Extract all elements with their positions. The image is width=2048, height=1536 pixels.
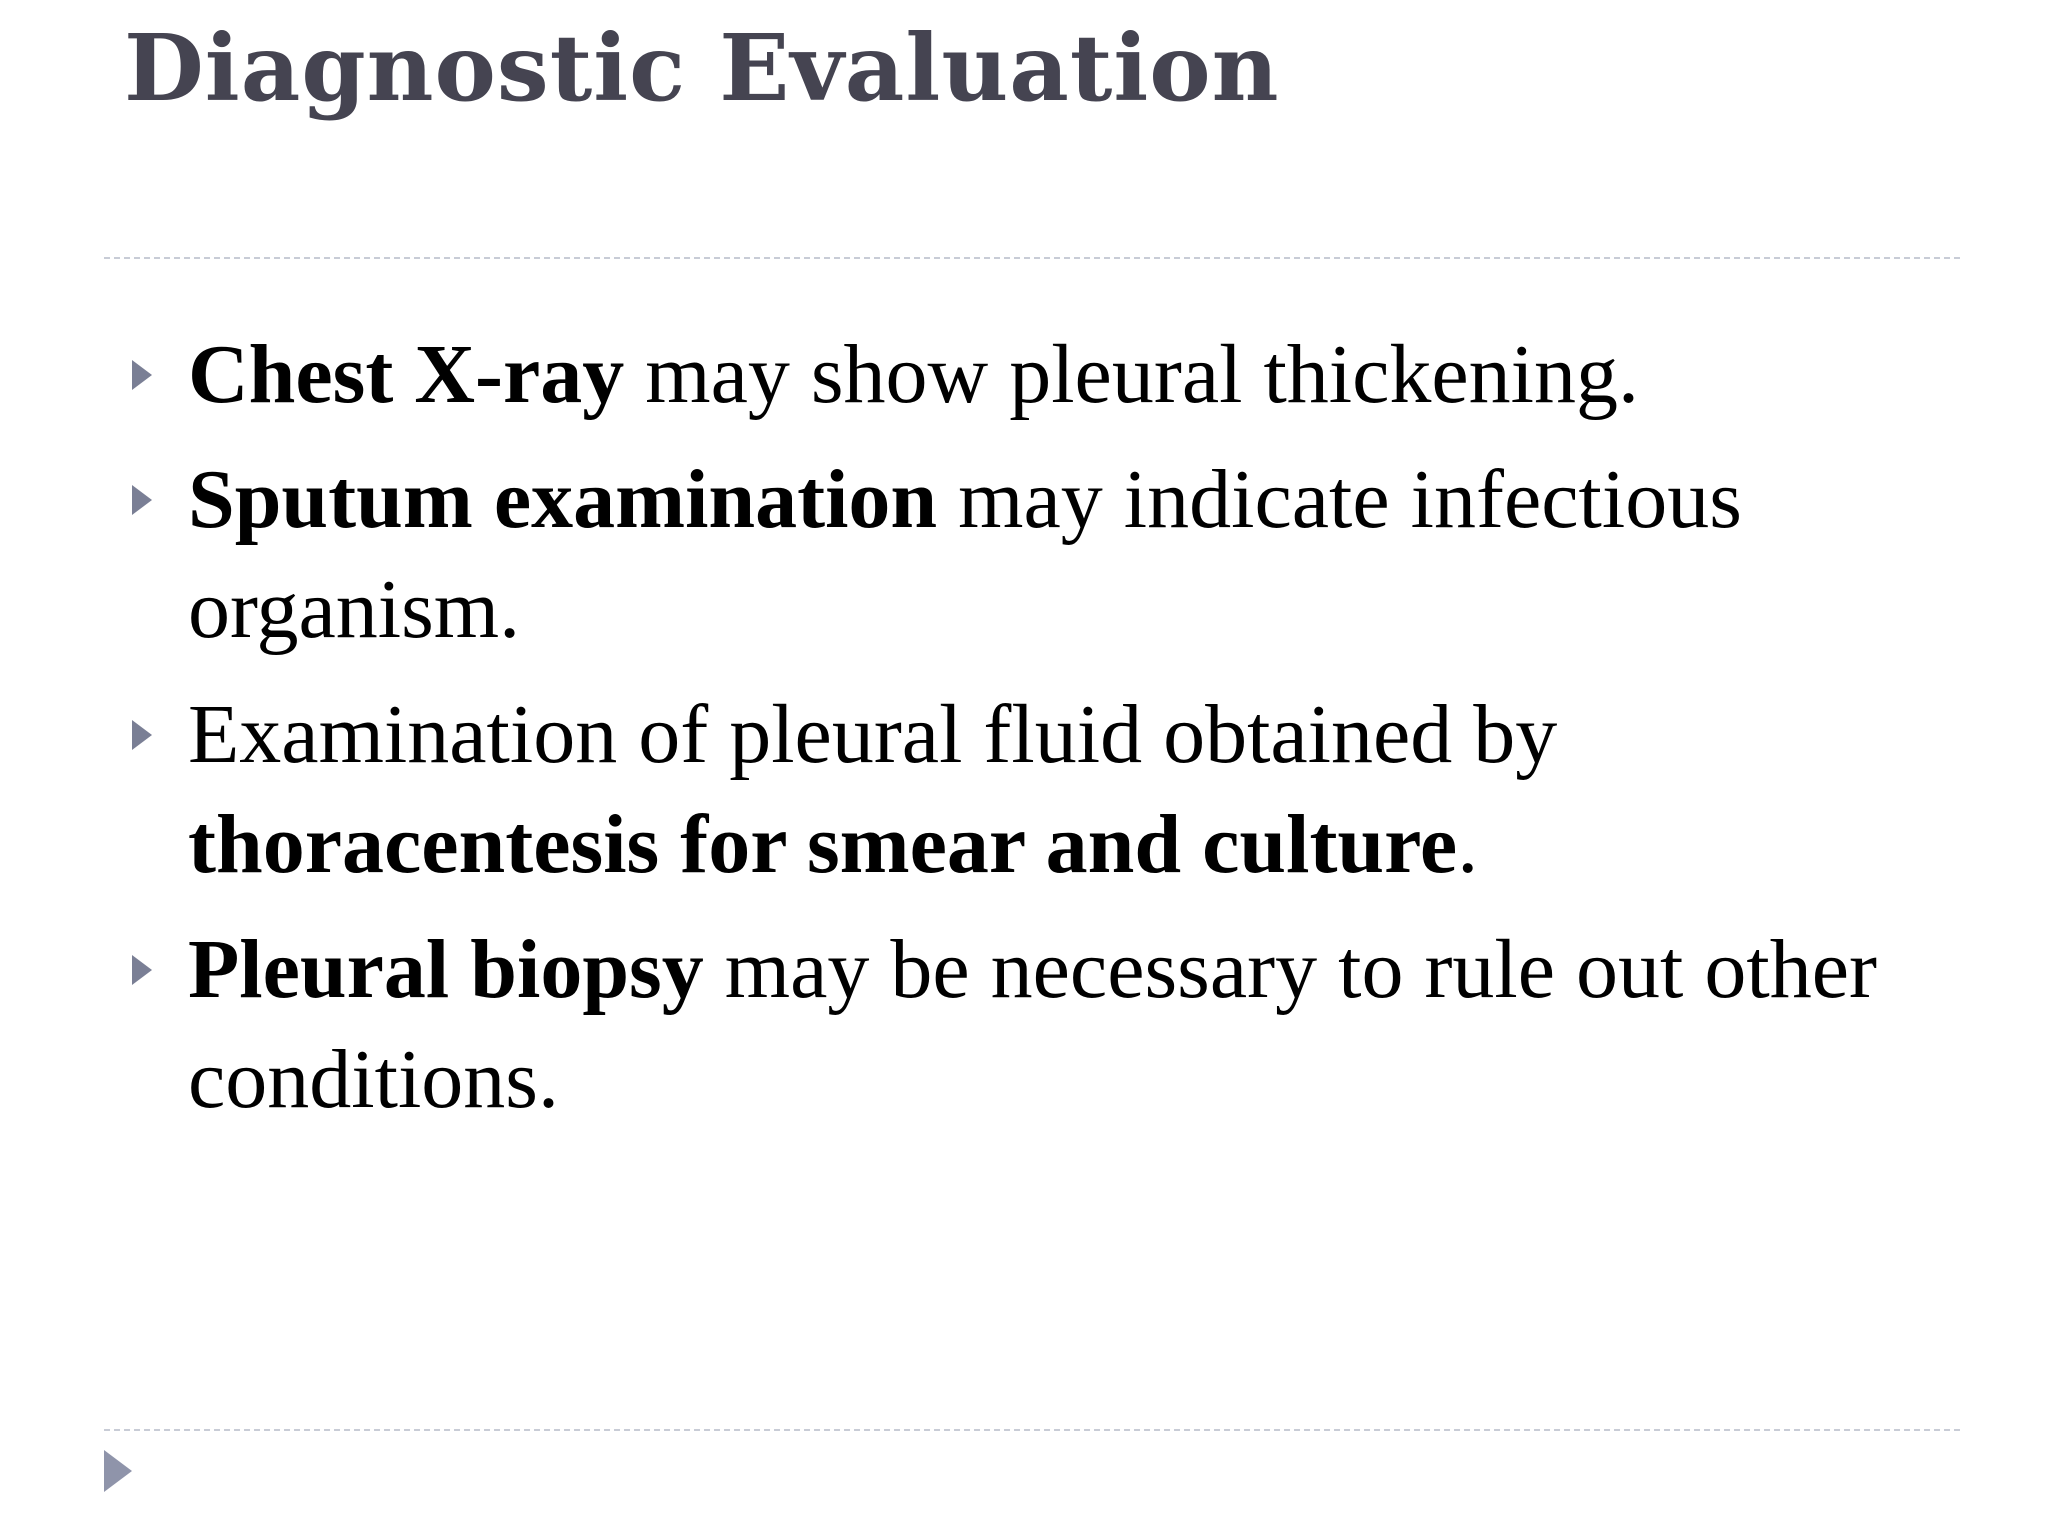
bullet-triangle-icon xyxy=(132,485,152,515)
bullet-item-chest-xray xyxy=(0,320,1908,430)
corner-triangle-icon xyxy=(104,1450,132,1492)
bullet-bold-text: Pleural biopsy xyxy=(188,923,704,1016)
bullet-text: Examination of pleural fluid obtained by xyxy=(188,688,1558,781)
bullet-list xyxy=(0,320,1908,1150)
bullet-item-sputum xyxy=(0,445,1908,665)
bullet-bold-text: thoracentesis for smear and culture xyxy=(188,798,1458,891)
bullet-text-end: . xyxy=(1457,798,1479,891)
bullet-triangle-icon xyxy=(132,955,152,985)
bullet-bold-text: Chest X-ray xyxy=(188,328,625,421)
top-divider xyxy=(104,257,1960,259)
bullet-text: may be necessary to rule out other conditions. xyxy=(188,923,1877,1126)
bullet-text: may show pleural thickening. xyxy=(624,328,1640,421)
bullet-text: may indicate infectious organism. xyxy=(188,453,1742,656)
bullet-bold-text: Sputum examination xyxy=(188,453,938,546)
slide-title: Diagnostic Evaluation xyxy=(124,14,1280,122)
bullet-triangle-icon xyxy=(132,720,152,750)
bottom-divider xyxy=(104,1429,1960,1431)
bullet-item-pleural-biopsy xyxy=(0,915,1908,1135)
bullet-triangle-icon xyxy=(132,360,152,390)
bullet-item-pleural-fluid xyxy=(0,680,1908,900)
